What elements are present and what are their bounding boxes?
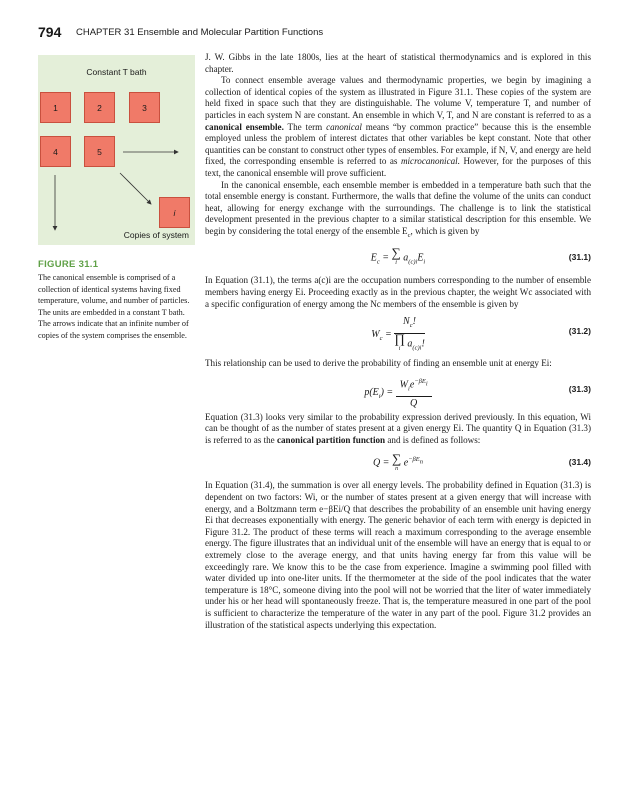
term-canonical-partition-function: canonical partition function	[276, 434, 386, 445]
paragraph-6	[205, 412, 591, 447]
system-box-1: 1	[40, 92, 71, 123]
system-box-i: i	[159, 197, 190, 228]
term-microcanonical: microcanonical.	[400, 156, 460, 167]
term-canonical: canonical	[326, 121, 362, 132]
chapter-title: CHAPTER 31 Ensemble and Molecular Partition Functions	[76, 27, 324, 38]
equation-number: (31.1)	[568, 252, 591, 263]
system-box-4: 4	[40, 136, 71, 167]
paragraph-2	[205, 75, 591, 179]
figure-title: Constant T bath	[86, 67, 147, 77]
equation-31-4: Q = ∑ n $e^{-\beta E_n}$ (31.4)	[372, 450, 591, 472]
paragraph-7: In Equation (31.4), the summation is over all energy levels. The probability defined in Equation (31.3) is dependent on two factors: Wi, or the number of states present at a given energy that will increase with energy, and a Boltzmann term e−βEi/Q that describes the probability of an ensemble unit having energy Ei that decreases exponentially with energy. The generic behavior of each term with energy is depicted in Figure 31.2. The product of these terms will reach a maximum corresponding to the average ensemble energy. The figure illustrates that an individual unit of the ensemble will have an energy that is equal to or extremely close to the average energy, and that units having energy far from this value will be exceedingly rare. We know this to be the case from experience. Imagine a swimming pool filled with water divided up into one-liter units. If the thermometer at the side of the pool indicates that the water temperature is 18°C, someone diving into the pool will not be worried that the liter of water immediately under his or her head will spontaneously freeze. That is, the temperature measured in one part of the pool is sufficient to characterize the temperature of the water in any part of the pool. Figure 31.2 provides an illustration of the statistical aspects underlying this expectation.	[205, 480, 591, 630]
paragraph-5: This relationship can be used to derive the probability of finding an ensemble unit at energy Ei:	[205, 358, 552, 369]
term-canonical-ensemble: canonical ensemble.	[205, 121, 284, 132]
p2-text-a: To connect ensemble average values and thermodynamic properties, we begin by imagining a collection of identical copies of the system as illustrated in Figure 31.1. These copies of the system are held fixed in space such that they are distinguishable. The volume V, temperature T, and number of particles in each system N are constant. An ensemble in which V, T, and N are constant is referred to as a	[205, 75, 591, 120]
figure-label: FIGURE 31.1	[38, 259, 99, 270]
p2-text-b: The term	[283, 121, 327, 132]
p2-text-c: means “by common practice” because this is the ensemble employed unless the problem of interest dictates that other variables be kept constant. Note that other quantities can be constant to construct other types of ensembles. For example, if N, V, and energy are held fixed, the corresponding ensemble is referred to as	[205, 121, 591, 167]
arrow-diagonal	[120, 173, 151, 204]
equation-number: (31.2)	[568, 326, 591, 337]
equation-31-2: $W_c$ = $N_c$! ∏ i $a_{(c)i}$! (31.2)	[371, 316, 591, 352]
system-box-5: 5	[84, 136, 115, 167]
system-box-3: 3	[129, 92, 160, 123]
paragraph-1: J. W. Gibbs in the late 1800s, lies at the heart of statistical thermodynamics and is explored in this chapter.	[205, 52, 591, 74]
equation-31-1: $E_c$ = ∑ i $a_{(c)i}E_i$ (31.1)	[370, 245, 591, 267]
paragraph-3: In the canonical ensemble, each ensemble member is embedded in a temperature bath such that the total ensemble energy is constant. Furthermore, the walls that define the volume of the units can conduct heat, allowing for energy exchange with the surroundings. The challenge is to link the statistical development presented in the previous chapter to a similar statistical description for this ensemble. We begin by considering the total energy of the ensemble $E_c$, which is given by	[205, 179, 591, 239]
ensemble-arrows	[38, 55, 195, 245]
copies-label: Copies of system	[123, 230, 189, 240]
p3-text: In the canonical ensemble, each ensemble member is embedded in a temperature bath such that the total ensemble energy is constant. Furthermore, the walls that define the volume of the units can conduct heat, allowing for energy exchange with the surroundings. The challenge is to link the statistical development presented in the previous chapter to a similar statistical description for this ensemble. We begin by considering the total energy of the ensemble E	[205, 179, 591, 236]
p3-tail: , which is given by	[410, 225, 480, 236]
p2-text-d: However, for the purposes of this text, the canonical ensemble will prove sufficient.	[205, 156, 591, 178]
p6-text-b: and is defined as follows:	[385, 434, 481, 445]
main-text	[205, 52, 591, 631]
page-number: 794	[38, 24, 62, 40]
equation-31-3: $p(E_i)$ = $\frac{W_ie^{-\beta E_i}}{Q}$ (31.3)	[364, 377, 591, 409]
p6-text-a: Equation (31.3) looks very similar to the probability expression derived previously. In this equation, Wi can be thought of as the number of states present at a given energy Ei. The quantity Q in Equation (31.3) is referred to as the	[205, 411, 591, 445]
figure-canonical-ensemble	[38, 55, 195, 245]
system-box-2: 2	[84, 92, 115, 123]
figure-caption: The canonical ensemble is comprised of a collection of identical systems having fixed temperature, volume, and number of particles. The units are embedded in a constant T bath. The arrows indicate that an infinite number of copies of the system comprises the ensemble.	[38, 273, 190, 340]
equation-number: (31.4)	[568, 457, 591, 468]
paragraph-4: In Equation (31.1), the terms a(c)i are the occupation numbers corresponding to the number of ensemble members having energy Ei. Proceeding exactly as in the previous chapter, the weight Wc associated with a specific configuration of energy among the Nc members of the ensemble is given by	[205, 275, 591, 309]
equation-number: (31.3)	[568, 383, 591, 394]
